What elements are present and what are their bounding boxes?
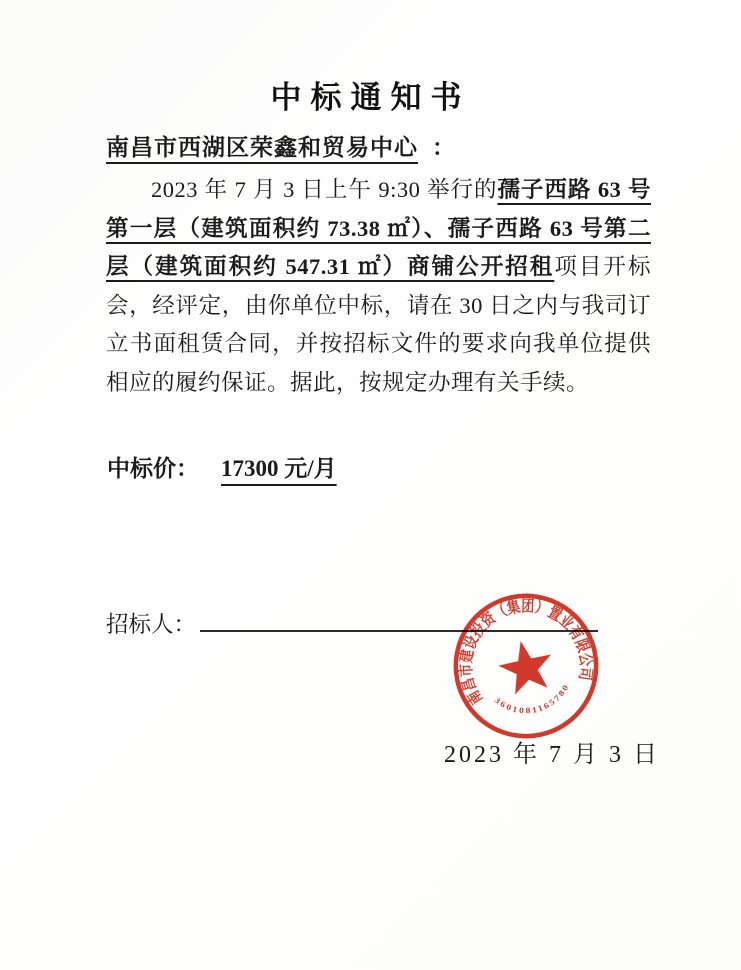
star-icon [494,635,557,696]
body-segment-project: 孺子西路 63 号第一层（建筑面积约 73.38 ㎡）、孺子西路 63 号第二层（建筑面积约 547.31 ㎡）商铺公开招租 [106,177,651,280]
bid-price-line [107,450,355,483]
document-date: 2023 年 7 月 3 日 [444,742,660,768]
seal-number-text: 3601081165780 [492,682,571,716]
recipient-name: 南昌市西湖区荣鑫和贸易中心 [106,135,418,160]
recipient-line [106,129,456,162]
tenderer-label: 招标人： [106,612,197,637]
bid-price-value: 17300 元/月 [221,456,337,481]
page-title: 中标通知书 [270,80,471,115]
body-segment-tail: 项目开标会，经评定，由你单位中标，请在 30 日之内与我司订立书面租赁合同，并按招标文件的要求向我单位提供相应的履约保证。据此，按规定办理有关手续。 [106,254,651,395]
body-segment-lead: 2023 年 7 月 3 日上午 9:30 举行的 [151,177,498,202]
seal-company-text: 南昌市建设投资（集团）置业有限公司 [457,597,595,708]
body-paragraph [106,171,651,403]
bid-price-label: 中标价： [107,456,199,481]
recipient-colon: ： [432,135,456,160]
